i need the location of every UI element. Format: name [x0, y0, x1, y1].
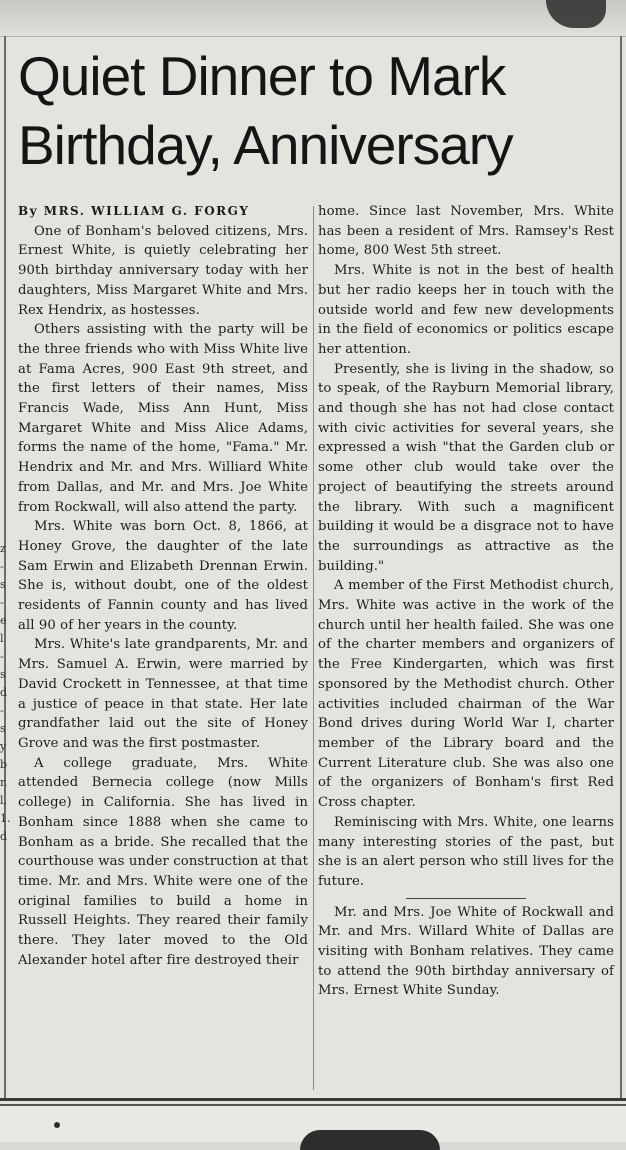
byline: By MRS. WILLIAM G. FORGY: [18, 204, 250, 218]
section-separator: [406, 898, 526, 899]
paragraph: Reminiscing with Mrs. White, one learns many interesting stories of the past, but she is an alert person who still lives for the future.: [318, 814, 614, 889]
left-column: [18, 202, 308, 970]
bottom-edge-strip: [0, 1106, 626, 1142]
ink-blob-decoration: [300, 1130, 440, 1150]
margin-fragment: b: [0, 758, 8, 771]
ink-blot-decoration: [546, 0, 606, 28]
bottom-rule: [0, 1098, 626, 1101]
paragraph: One of Bonham's beloved citizens, Mrs. Ernest White, is quietly celebrating her 90th birthday anniversary today with her daughters, Miss Margaret White and Mrs. Rex Hendrix, as hostesses.: [18, 223, 308, 318]
margin-fragment: d: [0, 830, 8, 843]
paragraph: Others assisting with the party will be the three friends who with Miss White live at Fama Acres, 900 East 9th street, and the first letters of their names, Miss Francis Wade, Miss Ann Hunt, Miss Margaret White and Miss Alice Adams, forms the name of the home, "Fama." Mr. Hendrix and Mr. and Mrs. Williard White from Dallas, and Mr. and Mrs. Joe White from Rockwall, will also attend the party.: [18, 322, 308, 515]
margin-fragment: -: [0, 560, 4, 573]
paragraph: Mrs. White is not in the best of health but her radio keeps her in touch with the outside world and few new developments in the field of economics or politics escape her attention.: [318, 263, 614, 357]
paragraph: Mrs. White's late grandparents, Mr. and Mrs. Samuel A. Erwin, were married by David Crockett in Tennessee, at that time a justice of peace in that state. Her late grandfather laid out the site of Honey Grove and was the first postmaster.: [18, 637, 308, 751]
margin-fragment: z: [0, 542, 6, 555]
closing-paragraph: Mr. and Mrs. Joe White of Rockwall and Mr. and Mrs. Willard White of Dallas are visiting with Bonham relatives. They came to attend the 90th birthday anniversary of Mrs. Ernest White Sunday.: [318, 904, 614, 999]
headline-line-2: Birthday, Anniversary: [18, 114, 513, 176]
margin-fragment: r.: [0, 776, 8, 789]
margin-fragment: -: [0, 650, 4, 663]
margin-fragment: 1.: [0, 812, 11, 825]
margin-fragment: y: [0, 740, 7, 753]
margin-fragment: -: [0, 596, 4, 609]
paragraph-continued: home. Since last November, Mrs. White has been a resident of Mrs. Ramsey's Rest home, 800 West 5th street.: [318, 204, 614, 259]
headline-line-1: Quiet Dinner to Mark: [18, 45, 506, 107]
margin-fragments: [0, 540, 10, 1080]
article-headline: [18, 42, 614, 180]
paragraph: Mrs. White was born Oct. 8, 1866, at Honey Grove, the daughter of the late Sam Erwin and Elizabeth Drennan Erwin. She is, without doubt, one of the oldest residents of Fannin county and has lived all 90 of her years in the county.: [18, 519, 308, 633]
margin-fragment: s: [0, 722, 6, 735]
paragraph: A college graduate, Mrs. White attended Bernecia college (now Mills college) in California. She has lived in Bonham since 1888 when she came to Bonham as a bride. She recalled that the courthouse was under construction at that time. Mr. and Mrs. White were one of the original families to build a home in Russell Heights. They reared their family there. They later moved to the Old Alexander hotel after fire destroyed their: [18, 755, 308, 968]
margin-fragment: s: [0, 668, 6, 681]
margin-fragment: e: [0, 614, 7, 627]
margin-fragment: -: [0, 704, 4, 717]
top-edge-strip: [0, 0, 626, 37]
column-divider: [313, 206, 314, 1090]
right-column: [318, 202, 614, 1001]
margin-fragment: s: [0, 578, 6, 591]
margin-fragment: d: [0, 686, 8, 699]
ink-dot-decoration: [54, 1122, 60, 1128]
margin-fragment: l,: [0, 794, 8, 807]
paragraph: A member of the First Methodist church, Mrs. White was active in the work of the church until her health failed. She was one of the charter members and organizers of the Free Kindergarten, which was first sponsored by the Methodist church. Other activities included chairman of the War Bond drives during World War I, charter member of the Library board and the Current Literature club. She was also one of the organizers of Bonham's first Red Cross chapter.: [318, 578, 614, 811]
margin-fragment: l: [0, 632, 4, 645]
paragraph: Presently, she is living in the shadow, so to speak, of the Rayburn Memorial library, and though she has not had close contact with civic activities for several years, she expressed a wish "that the Garden club or some other club would take over the project of beautifying the streets around the library. With such a magnificent building it would be a disgrace not to have the surroundings as attractive as the building.": [318, 361, 614, 574]
